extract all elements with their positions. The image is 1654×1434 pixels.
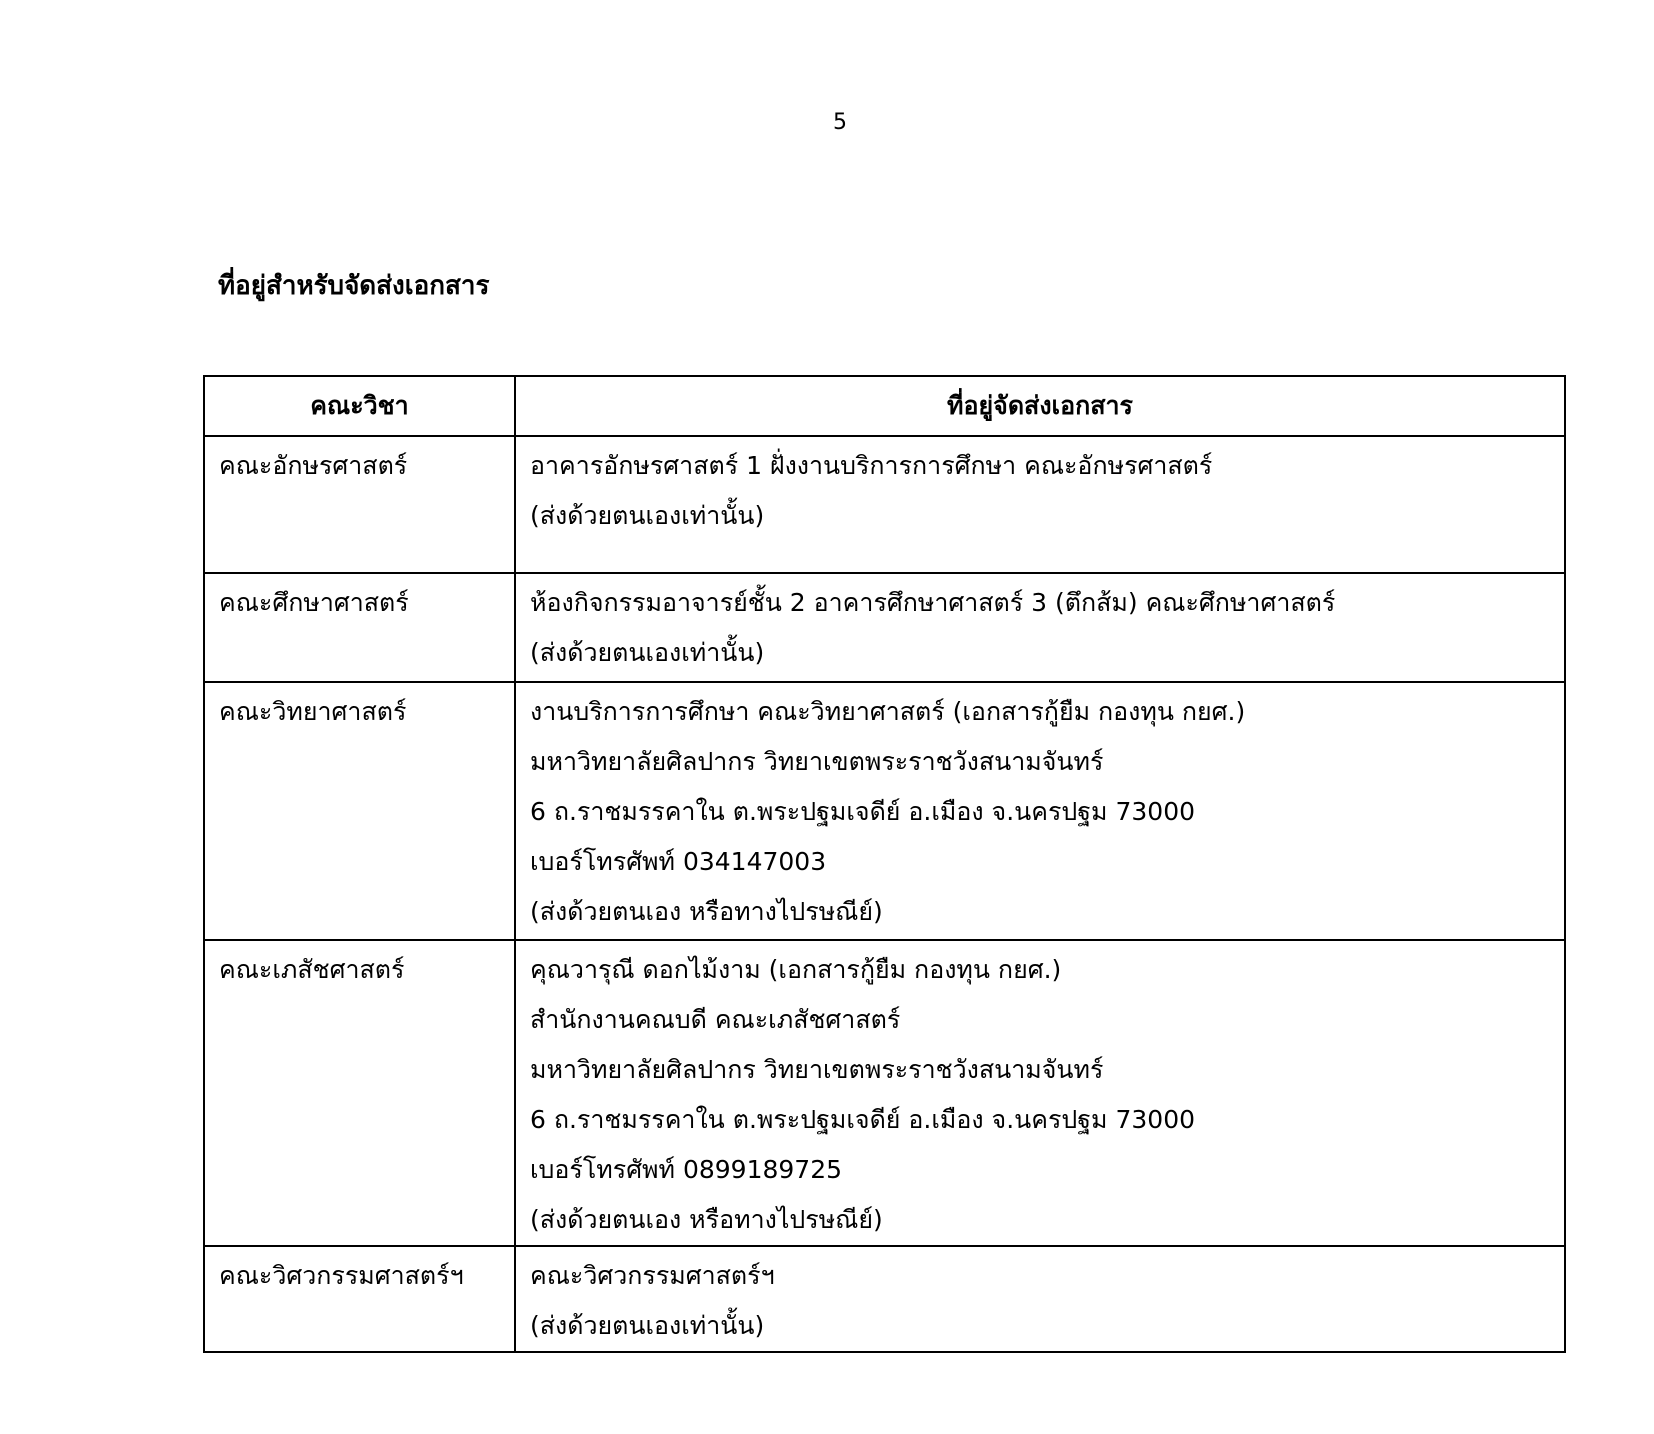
address-line: มหาวิทยาลัยศิลปากร วิทยาเขตพระราชวังสนามจันทร์ [530,747,1104,776]
document-title: ที่อยู่สำหรับจัดส่งเอกสาร [218,271,490,301]
header-faculty: คณะวิชา [204,376,515,436]
faculty-cell: คณะวิทยาศาสตร์ [204,682,515,940]
address-line: (ส่งด้วยตนเอง หรือทางไปรษณีย์) [530,1205,883,1234]
address-cell [515,573,1565,682]
address-line: มหาวิทยาลัยศิลปากร วิทยาเขตพระราชวังสนามจันทร์ [530,1055,1104,1084]
address-line: 6 ถ.ราชมรรคาใน ต.พระปฐมเจดีย์ อ.เมือง จ.นครปฐม 73000 [530,1105,1196,1134]
faculty-cell: คณะอักษรศาสตร์ [204,436,515,573]
address-line: (ส่งด้วยตนเองเท่านั้น) [530,638,765,667]
page-number: 5 [833,110,847,135]
table-header-row [204,376,1565,436]
address-cell [515,436,1565,573]
address-line: คณะวิศวกรรมศาสตร์ฯ [530,1261,775,1290]
address-line: (ส่งด้วยตนเองเท่านั้น) [530,501,765,530]
table-row [204,1246,1565,1352]
faculty-cell: คณะศึกษาศาสตร์ [204,573,515,682]
address-line: (ส่งด้วยตนเอง หรือทางไปรษณีย์) [530,897,883,926]
address-line: คุณวารุณี ดอกไม้งาม (เอกสารกู้ยืม กองทุน กยศ.) [530,955,1062,984]
faculty-cell: คณะเภสัชศาสตร์ [204,940,515,1246]
table-row [204,573,1565,682]
table-row [204,940,1565,1246]
address-cell [515,940,1565,1246]
header-address: ที่อยู่จัดส่งเอกสาร [515,376,1565,436]
address-line: สำนักงานคณบดี คณะเภสัชศาสตร์ [530,1005,901,1034]
address-line: ห้องกิจกรรมอาจารย์ชั้น 2 อาคารศึกษาศาสตร์ 3 (ตึกส้ม) คณะศึกษาศาสตร์ [530,588,1336,617]
address-line: งานบริการการศึกษา คณะวิทยาศาสตร์ (เอกสารกู้ยืม กองทุน กยศ.) [530,697,1246,726]
address-cell [515,682,1565,940]
address-line: (ส่งด้วยตนเองเท่านั้น) [530,1311,765,1340]
table-row [204,436,1565,573]
address-line: 6 ถ.ราชมรรคาใน ต.พระปฐมเจดีย์ อ.เมือง จ.นครปฐม 73000 [530,797,1196,826]
address-cell [515,1246,1565,1352]
address-table [203,375,1566,1353]
address-line: อาคารอักษรศาสตร์ 1 ฝั่งงานบริการการศึกษา คณะอักษรศาสตร์ [530,451,1213,480]
address-line: เบอร์โทรศัพท์ 0899189725 [530,1155,843,1184]
faculty-cell: คณะวิศวกรรมศาสตร์ฯ [204,1246,515,1352]
table-row [204,682,1565,940]
address-line: เบอร์โทรศัพท์ 034147003 [530,847,827,876]
